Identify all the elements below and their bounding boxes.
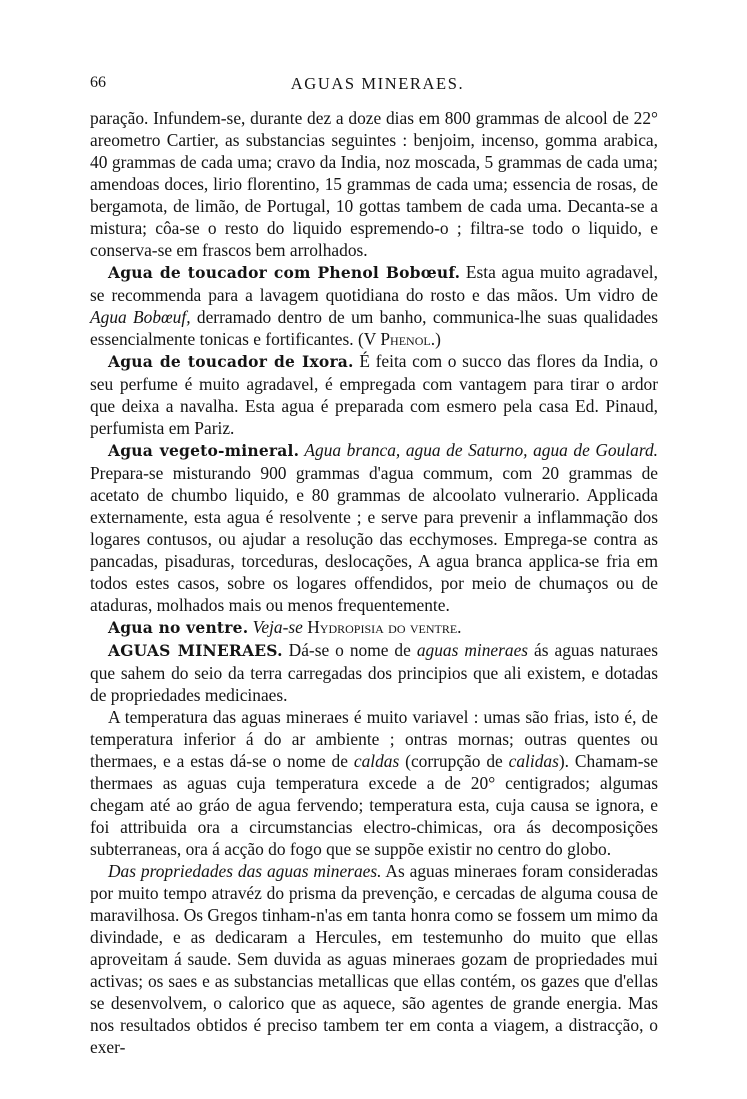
entry-text: ) [435,329,441,349]
cross-reference: Phenol. [380,329,436,349]
entry-text: A temperatura das aguas mineraes é muito variavel : umas são frias, isto é, de temperatura inferior á do ar ambiente ; ontras mornas; outras quentes ou thermaes, e a estas dá-se o nome de [90,707,658,771]
paragraph-continuation: paração. Infundem-se, durante dez a doze dias em 800 grammas de alcool de 22° areometro Cartier, as substancias seguintes : benjoim, incenso, gomma arabica, 40 grammas de cada uma; cravo da India, noz moscada, 5 grammas de cada uma; amendoas doces, lirio florentino, 15 grammas de cada uma; essencia de rosas, de bergamota, de limão, de Portugal, 10 gottas tambem de cada uma. Decanta-se a mistura; côa-se o resto do liquido espremendo-o ; filtra-se todo o liquido, e conserva-se em frascos bem arrolhados. [90,108,658,260]
entry-italic: Agua Bobœuf, [90,307,191,327]
page-number: 66 [90,74,106,91]
body-text [90,107,658,1058]
entry-text: Prepara-se misturando 900 grammas d'agua commum, com 20 grammas de acetato de chumbo liquido, e 80 grammas de alcoolato vulnerario. Applicada externamente, esta agua é resolvente ; e serve para prevenir a inflammação dos logares contusos, ou ajudar a resolução das ecchymoses. Emprega-se contra as pancadas, pisaduras, torceduras, deslocações, A agua branca applica-se fria em todos estes casos, sobre os logares offendidos, por meio de chumaços ou de ataduras, molhados mais ou menos frequentemente. [90,463,658,615]
entry-heading: Agua de toucador de Ixora. [108,352,354,371]
page-header [90,74,665,98]
entry-agua-vegeto-mineral [90,439,658,616]
entry-agua-phenol [90,261,658,350]
paragraph-temperatura [90,706,658,860]
entry-text: As aguas mineraes foram consideradas por muito tempo atravéz do prisma da prevenção, e cercadas de alguma cousa de maravilhosa. Os Gregos tinham-n'as em tanta honra como se fossem um mimo da divindade, e as dedicaram a Hercules, em testemunho do muito que ellas aproveitam á saude. Sem duvida as aguas mineraes gozam de propriedades mui activas; os saes e as substancias metallicas que ellas contém, os gazes que d'ellas se desenvolvem, o calorico que as aquece, são agentes de grande energia. Mas nos resultados obtidos é preciso tambem ter em conta a viagem, a distracção, o exer- [90,861,658,1057]
paragraph-propriedades [90,860,658,1058]
entry-agua-ixora [90,350,658,439]
entry-agua-no-ventre [90,616,658,639]
entry-text: Esta agua muito agradavel, se recommenda para a lavagem quotidiana do rosto e das mãos. Um vidro de [90,262,658,305]
entry-italic: Agua branca, agua de Saturno, agua de Goulard. [299,440,658,460]
entry-italic: caldas [353,751,400,771]
running-title: AGUAS MINERAES. [290,74,465,93]
entry-heading: Agua vegeto-mineral. [108,441,300,460]
entry-text: derramado dentro de um banho, communica-lhe suas qualidades essencialmente tonicas e fortificantes. (V [90,307,659,349]
entry-italic: calidas [508,751,559,771]
entry-heading: Agua de toucador com Phenol Bobœuf. [108,263,461,282]
entry-heading: Agua no ventre. [108,618,249,637]
entry-text: Dá-se o nome de [282,640,417,660]
entry-text: (corrupção de [399,751,509,771]
entry-heading: AGUAS MINERAES. [108,641,283,660]
entry-italic: aguas mineraes [416,640,529,660]
entry-aguas-mineraes [90,639,658,706]
entry-text: É feita com o succo das flores da India, o seu perfume é muito agradavel, é empregada com vantagem para tirar o ardor que deixa a navalha. Esta agua é preparada com esmero pela casa Ed. Pinaud, perfumista em Pariz. [90,351,658,438]
entry-text: ás aguas naturaes que sahem do seio da terra carregadas dos principios que ali existem, e dotadas de propriedades medicinaes. [90,640,658,705]
cross-reference: Hydropisia do ventre. [302,617,462,637]
entry-italic: Veja-se [248,617,303,637]
entry-italic: Das propriedades das aguas mineraes. [108,861,382,881]
entry-text: ). Chamam-se thermaes as aguas cuja temperatura excede a de 20° centigrados; algumas chegam até ao gráo de agua fervendo; temperatura esta, cuja causa se ignora, e foi attribuida ora a circumstancias electro-chimicas, ora ás decomposições subterraneas, ora á acção do fogo que se suppõe existir no centro do globo. [90,751,658,859]
